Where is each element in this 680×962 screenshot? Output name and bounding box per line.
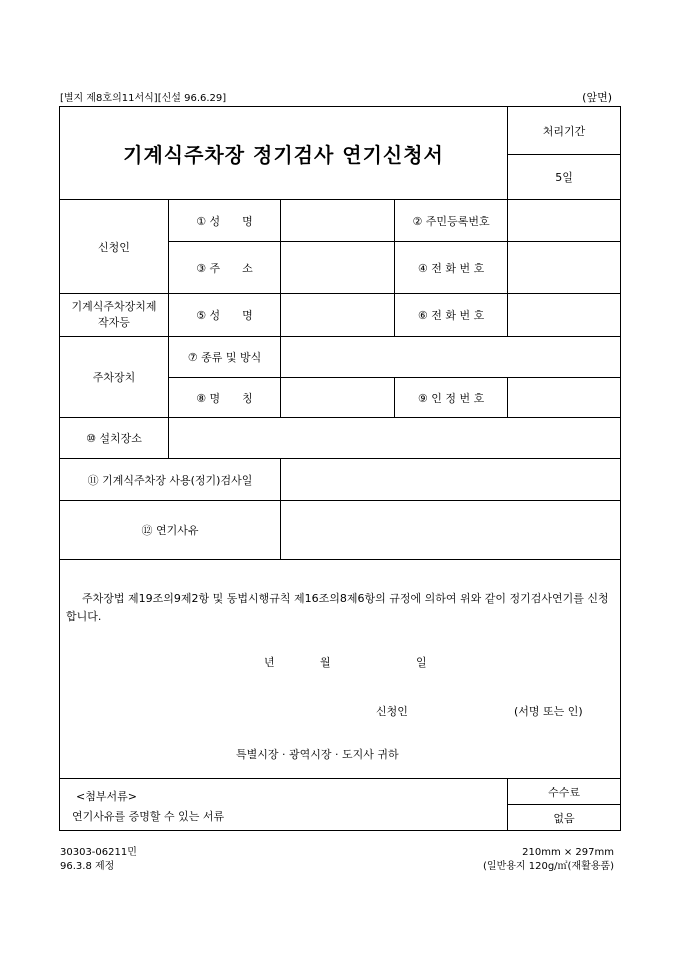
certification-number-label: ⑨ 인 정 번 호: [395, 378, 508, 418]
maker-section-line1: 기계식주차장치제: [71, 300, 157, 313]
fee-label: 수수료: [508, 779, 621, 805]
device-type-label: ⑦ 종류 및 방식: [169, 337, 281, 378]
device-name-label: ⑧ 명 칭: [169, 378, 281, 418]
date-month-label: 월: [320, 656, 331, 669]
attachments-title: <첨부서류>: [76, 790, 137, 803]
fee-value: 없음: [508, 805, 621, 831]
attachments-block: [60, 779, 508, 831]
signature-label: (서명 또는 인): [514, 705, 583, 718]
certification-number-field[interactable]: [508, 378, 621, 418]
footer-right: [483, 846, 614, 874]
applicant-address-field[interactable]: [281, 242, 395, 294]
date-day-label: 일: [416, 656, 427, 669]
processing-period-value: 5일: [508, 155, 621, 200]
applicant-section-label: 신청인: [60, 200, 169, 294]
maker-section-line2: 작자등: [98, 316, 130, 329]
applicant-name-field[interactable]: [281, 200, 395, 242]
processing-period-label: 처리기간: [508, 107, 621, 155]
device-type-field[interactable]: [281, 337, 621, 378]
device-name-field[interactable]: [281, 378, 395, 418]
applicant-phone-label: ④ 전 화 번 호: [395, 242, 508, 294]
maker-section-label: [60, 294, 169, 337]
maker-phone-field[interactable]: [508, 294, 621, 337]
form-code: 30303-06211민: [60, 847, 137, 858]
paper-type: (일반용지 120g/㎡(재활용품): [483, 861, 614, 872]
declaration-text: 주차장법 제19조의9제2항 및 동법시행규칙 제16조의8제6항의 규정에 의하여 위와 같이 정기검사연기를 신청합니다.: [66, 592, 609, 623]
application-form: [59, 106, 621, 831]
applicant-name-label: ① 성 명: [169, 200, 281, 242]
form-title: 기계식주차장 정기검사 연기신청서: [60, 107, 508, 200]
date-year-label: 년: [264, 656, 275, 669]
inspection-date-label: ⑪ 기계식주차장 사용(정기)검사일: [60, 459, 281, 501]
enacted-date: 96.3.8 제정: [60, 861, 115, 872]
applicant-phone-field[interactable]: [508, 242, 621, 294]
applicant-address-label: ③ 주 소: [169, 242, 281, 294]
declaration-details: [66, 626, 614, 766]
form-number: [별지 제8호의11서식][신설 96.6.29]: [60, 93, 227, 104]
applicant-sign-label: 신청인: [376, 705, 408, 718]
inspection-date-field[interactable]: [281, 459, 621, 501]
installation-location-field[interactable]: [169, 418, 621, 459]
resident-number-field[interactable]: [508, 200, 621, 242]
declaration-block: [60, 560, 621, 779]
maker-name-field[interactable]: [281, 294, 395, 337]
addressee: 특별시장 · 광역시장 · 도지사 귀하: [236, 748, 399, 761]
installation-location-label: ⑩ 설치장소: [60, 418, 169, 459]
page-side: (앞면): [582, 91, 612, 104]
delay-reason-label: ⑫ 연기사유: [60, 501, 281, 560]
paper-size: 210mm × 297mm: [522, 847, 614, 858]
maker-phone-label: ⑥ 전 화 번 호: [395, 294, 508, 337]
footer-left: [60, 846, 137, 874]
device-section-label: 주차장치: [60, 337, 169, 418]
attachments-item: 연기사유를 증명할 수 있는 서류: [72, 810, 225, 823]
maker-name-label: ⑤ 성 명: [169, 294, 281, 337]
resident-number-label: ② 주민등록번호: [395, 200, 508, 242]
delay-reason-field[interactable]: [281, 501, 621, 560]
